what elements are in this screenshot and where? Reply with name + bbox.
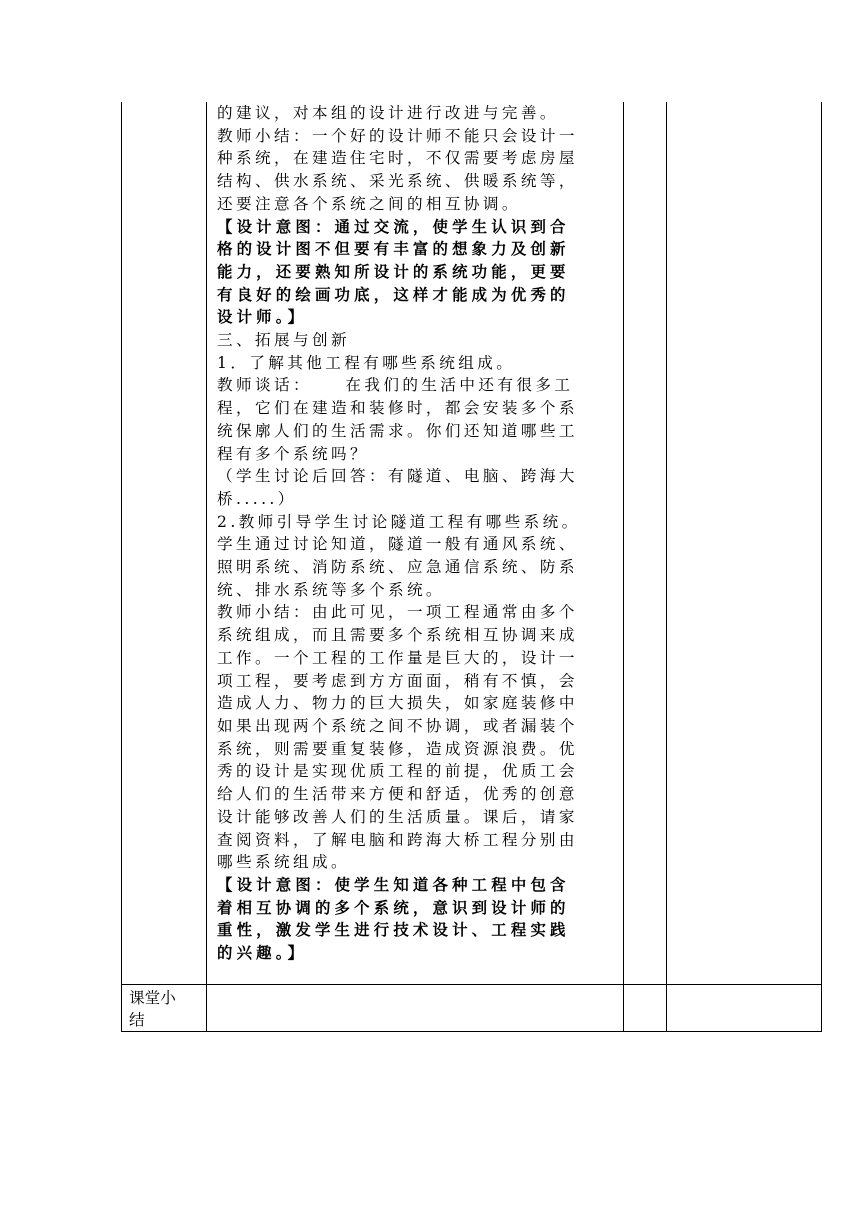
lesson-text-line: 设计能够改善人们的生活质量。课后，请家 [217,807,578,826]
lesson-text-line: 查阅资料，了解电脑和跨海大桥工程分别由 [217,830,578,849]
lesson-text-line: 统保廓人们的生活需求。你们还知道哪些工 [217,421,578,440]
lesson-text-line: 工作。一个工程的工作量是巨大的，设计一 [217,648,578,667]
row-divider [122,984,821,985]
lesson-text-line: 种系统，在建造住宅时，不仅需要考虑房屋 [217,149,578,168]
lesson-text-line: 还要注意各个系统之间的相互协调。 [217,194,521,213]
lesson-text-line: 统、排水系统等多个系统。 [217,580,445,599]
class-summary-label-line1: 课堂小 [129,989,176,1007]
design-intent-line: 有良好的绘画功底，这样才能成为优秀的 [217,285,570,304]
lesson-plan-table [121,102,822,1032]
design-intent-line: 能力，还要熟知所设计的系统功能，更要 [217,262,570,281]
lesson-text-line: 三、拓展与创新 [217,331,350,350]
class-summary-label [129,987,205,1031]
lesson-text-line: 如果出现两个系统之间不协调，或者漏装个 [217,716,578,735]
lesson-text-line: 秀的设计是实现优质工程的前提，优质工会 [217,762,578,781]
design-intent-line: 重性，激发学生进行技术设计、工程实践 [217,921,570,940]
lesson-text-line: 造成人力、物力的巨大损失，如家庭装修中 [217,694,578,713]
design-intent-line: 设计师。】 [217,308,308,327]
lesson-content-cell [217,102,612,965]
design-intent-line: 【设计意图：使学生知道各种工程中包含 [217,875,570,894]
lesson-text-line: 程，它们在建造和装修时，都会安装多个系 [217,399,578,418]
lesson-text-line: 程有多个系统吗？ [217,444,369,463]
design-intent-line: 的兴趣。】 [217,944,308,963]
column-divider [623,102,624,1031]
class-summary-label-line2: 结 [129,1011,145,1029]
lesson-text-line: 系统组成，而且需要多个系统相互协调来成 [217,626,578,645]
lesson-text-line: 系统，则需要重复装修，造成资源浪费。优 [217,739,578,758]
lesson-text-line: 教师小结：一个好的设计师不能只会设计一 [217,126,578,145]
lesson-text-line: 结构、供水系统、采光系统、供暖系统等， [217,172,578,191]
lesson-text-line: 桥.....） [217,489,297,508]
lesson-text-line: （学生讨论后回答：有隧道、电脑、跨海大 [217,467,578,486]
lesson-text-line: 项工程，要考虑到方方面面，稍有不慎，会 [217,671,578,690]
lesson-text-line: 1．了解其他工程有哪些系统组成。 [217,353,516,372]
lesson-text-line: 照明系统、消防系统、应急通信系统、防系 [217,558,578,577]
lesson-text-line: 2.教师引导学生讨论隧道工程有哪些系统。 [217,512,581,531]
lesson-text-line: 学生通过讨论知道，隧道一般有通风系统、 [217,535,578,554]
design-intent-line: 【设计意图：通过交流，使学生认识到合 [217,217,570,236]
column-divider [666,102,667,1031]
lesson-text-line: 的建议，对本组的设计进行改进与完善。 [217,104,559,122]
lesson-text-line: 给人们的生活带来方便和舒适，优秀的创意 [217,785,578,804]
design-intent-line: 着相互协调的多个系统，意识到设计师的 [217,898,570,917]
lesson-text-line: 教师小结：由此可见，一项工程通常由多个 [217,603,578,622]
column-divider [206,102,207,1031]
design-intent-line: 格的设计图不但要有丰富的想象力及创新 [217,240,570,259]
lesson-text-line: 哪些系统组成。 [217,853,350,872]
lesson-text-line: 教师谈话： 在我们的生活中还有很多工 [217,376,574,395]
